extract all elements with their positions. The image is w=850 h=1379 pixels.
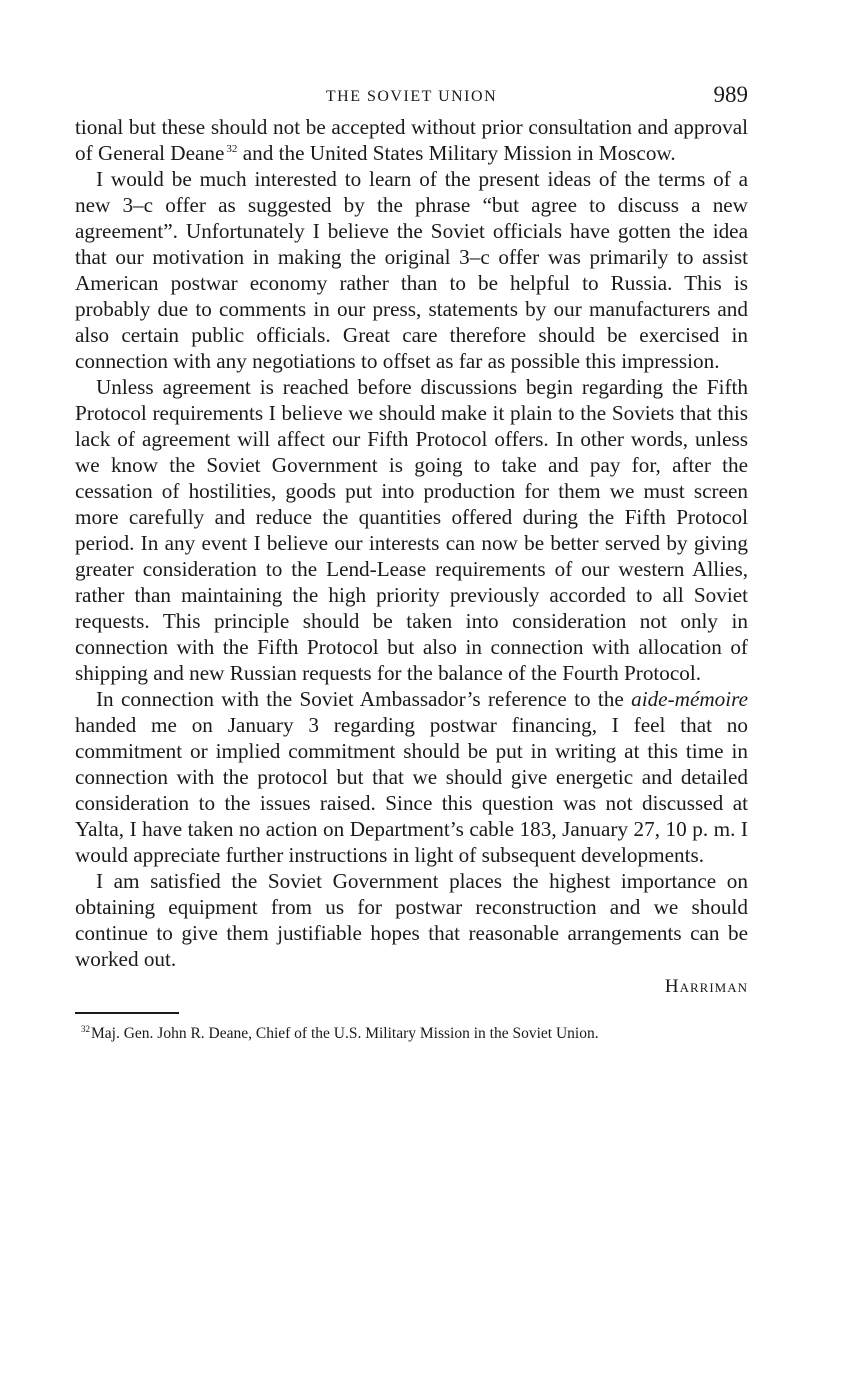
running-head: THE SOVIET UNION bbox=[325, 88, 498, 105]
document-page bbox=[75, 82, 748, 1043]
signature: Harriman bbox=[664, 976, 748, 997]
aide-memoire-term: aide-mémoire bbox=[631, 687, 748, 711]
footnote-reference: 32 bbox=[226, 142, 238, 155]
footnote bbox=[75, 1024, 748, 1043]
paragraph-5: I am satisfied the Soviet Government places the highest importance on obtaining equipment from us for postwar reconstruction and we should continue to give them justifiable hopes that reasonable arrangements can be worked out. bbox=[75, 869, 748, 971]
paragraph-4-text: In connection with the Soviet Ambassador’s reference to the bbox=[96, 687, 632, 711]
footnote-text: Maj. Gen. John R. Deane, Chief of the U.S. Military Mission in the Soviet Union. bbox=[91, 1025, 599, 1042]
paragraph-2: I would be much interested to learn of the present ideas of the terms of a new 3–c offer as suggested by the phrase “but agree to discuss a new agreement”. Unfortunately I believe the Soviet officials have gotten the idea that our motivation in making the original 3–c offer was primarily to assist American postwar economy rather than to be helpful to Russia. This is probably due to comments in our press, statements by our manufacturers and also certain public officials. Great care therefore should be exercised in connection with any negotiations to offset as far as possible this impression. bbox=[75, 167, 748, 373]
paragraph-1-text: tional but these should not be accepted without prior consultation and approval of General Deane bbox=[75, 115, 748, 165]
footnote-mark: 32 bbox=[81, 1023, 90, 1034]
paragraph-1 bbox=[75, 114, 748, 166]
paragraph-3: Unless agreement is reached before discussions begin regarding the Fifth Protocol requirements I believe we should make it plain to the Soviets that this lack of agreement will affect our Fifth Protocol offers. In other words, unless we know the Soviet Government is going to take and pay for, after the cessation of hostilities, goods put into production for them we must screen more carefully and reduce the quantities offered during the Fifth Protocol period. In any event I believe our interests can now be better served by giving greater consideration to the Lend-Lease requirements of our western Allies, rather than maintaining the high priority previously accorded to all Soviet requests. This principle should be taken into consideration not only in connection with the Fifth Protocol but also in connection with allocation of shipping and new Russian requests for the balance of the Fourth Protocol. bbox=[75, 375, 748, 685]
paragraph-4 bbox=[75, 686, 748, 868]
footnote-divider bbox=[75, 1012, 179, 1014]
paragraph-1-text-end: and the United States Military Mission in Moscow. bbox=[237, 141, 676, 165]
page-header bbox=[75, 82, 748, 114]
body-text bbox=[75, 114, 748, 972]
page-number: 989 bbox=[713, 82, 748, 107]
paragraph-4-text-end: handed me on January 3 regarding postwar financing, I feel that no commitment or implied commitment should be put in writing at this time in connection with the protocol but that we should give energetic and detailed consideration to the issues raised. Since this question was not discussed at Yalta, I have taken no action on Department’s cable 183, January 27, 10 p. m. I would appreciate further instructions in light of subsequent developments. bbox=[75, 713, 748, 867]
